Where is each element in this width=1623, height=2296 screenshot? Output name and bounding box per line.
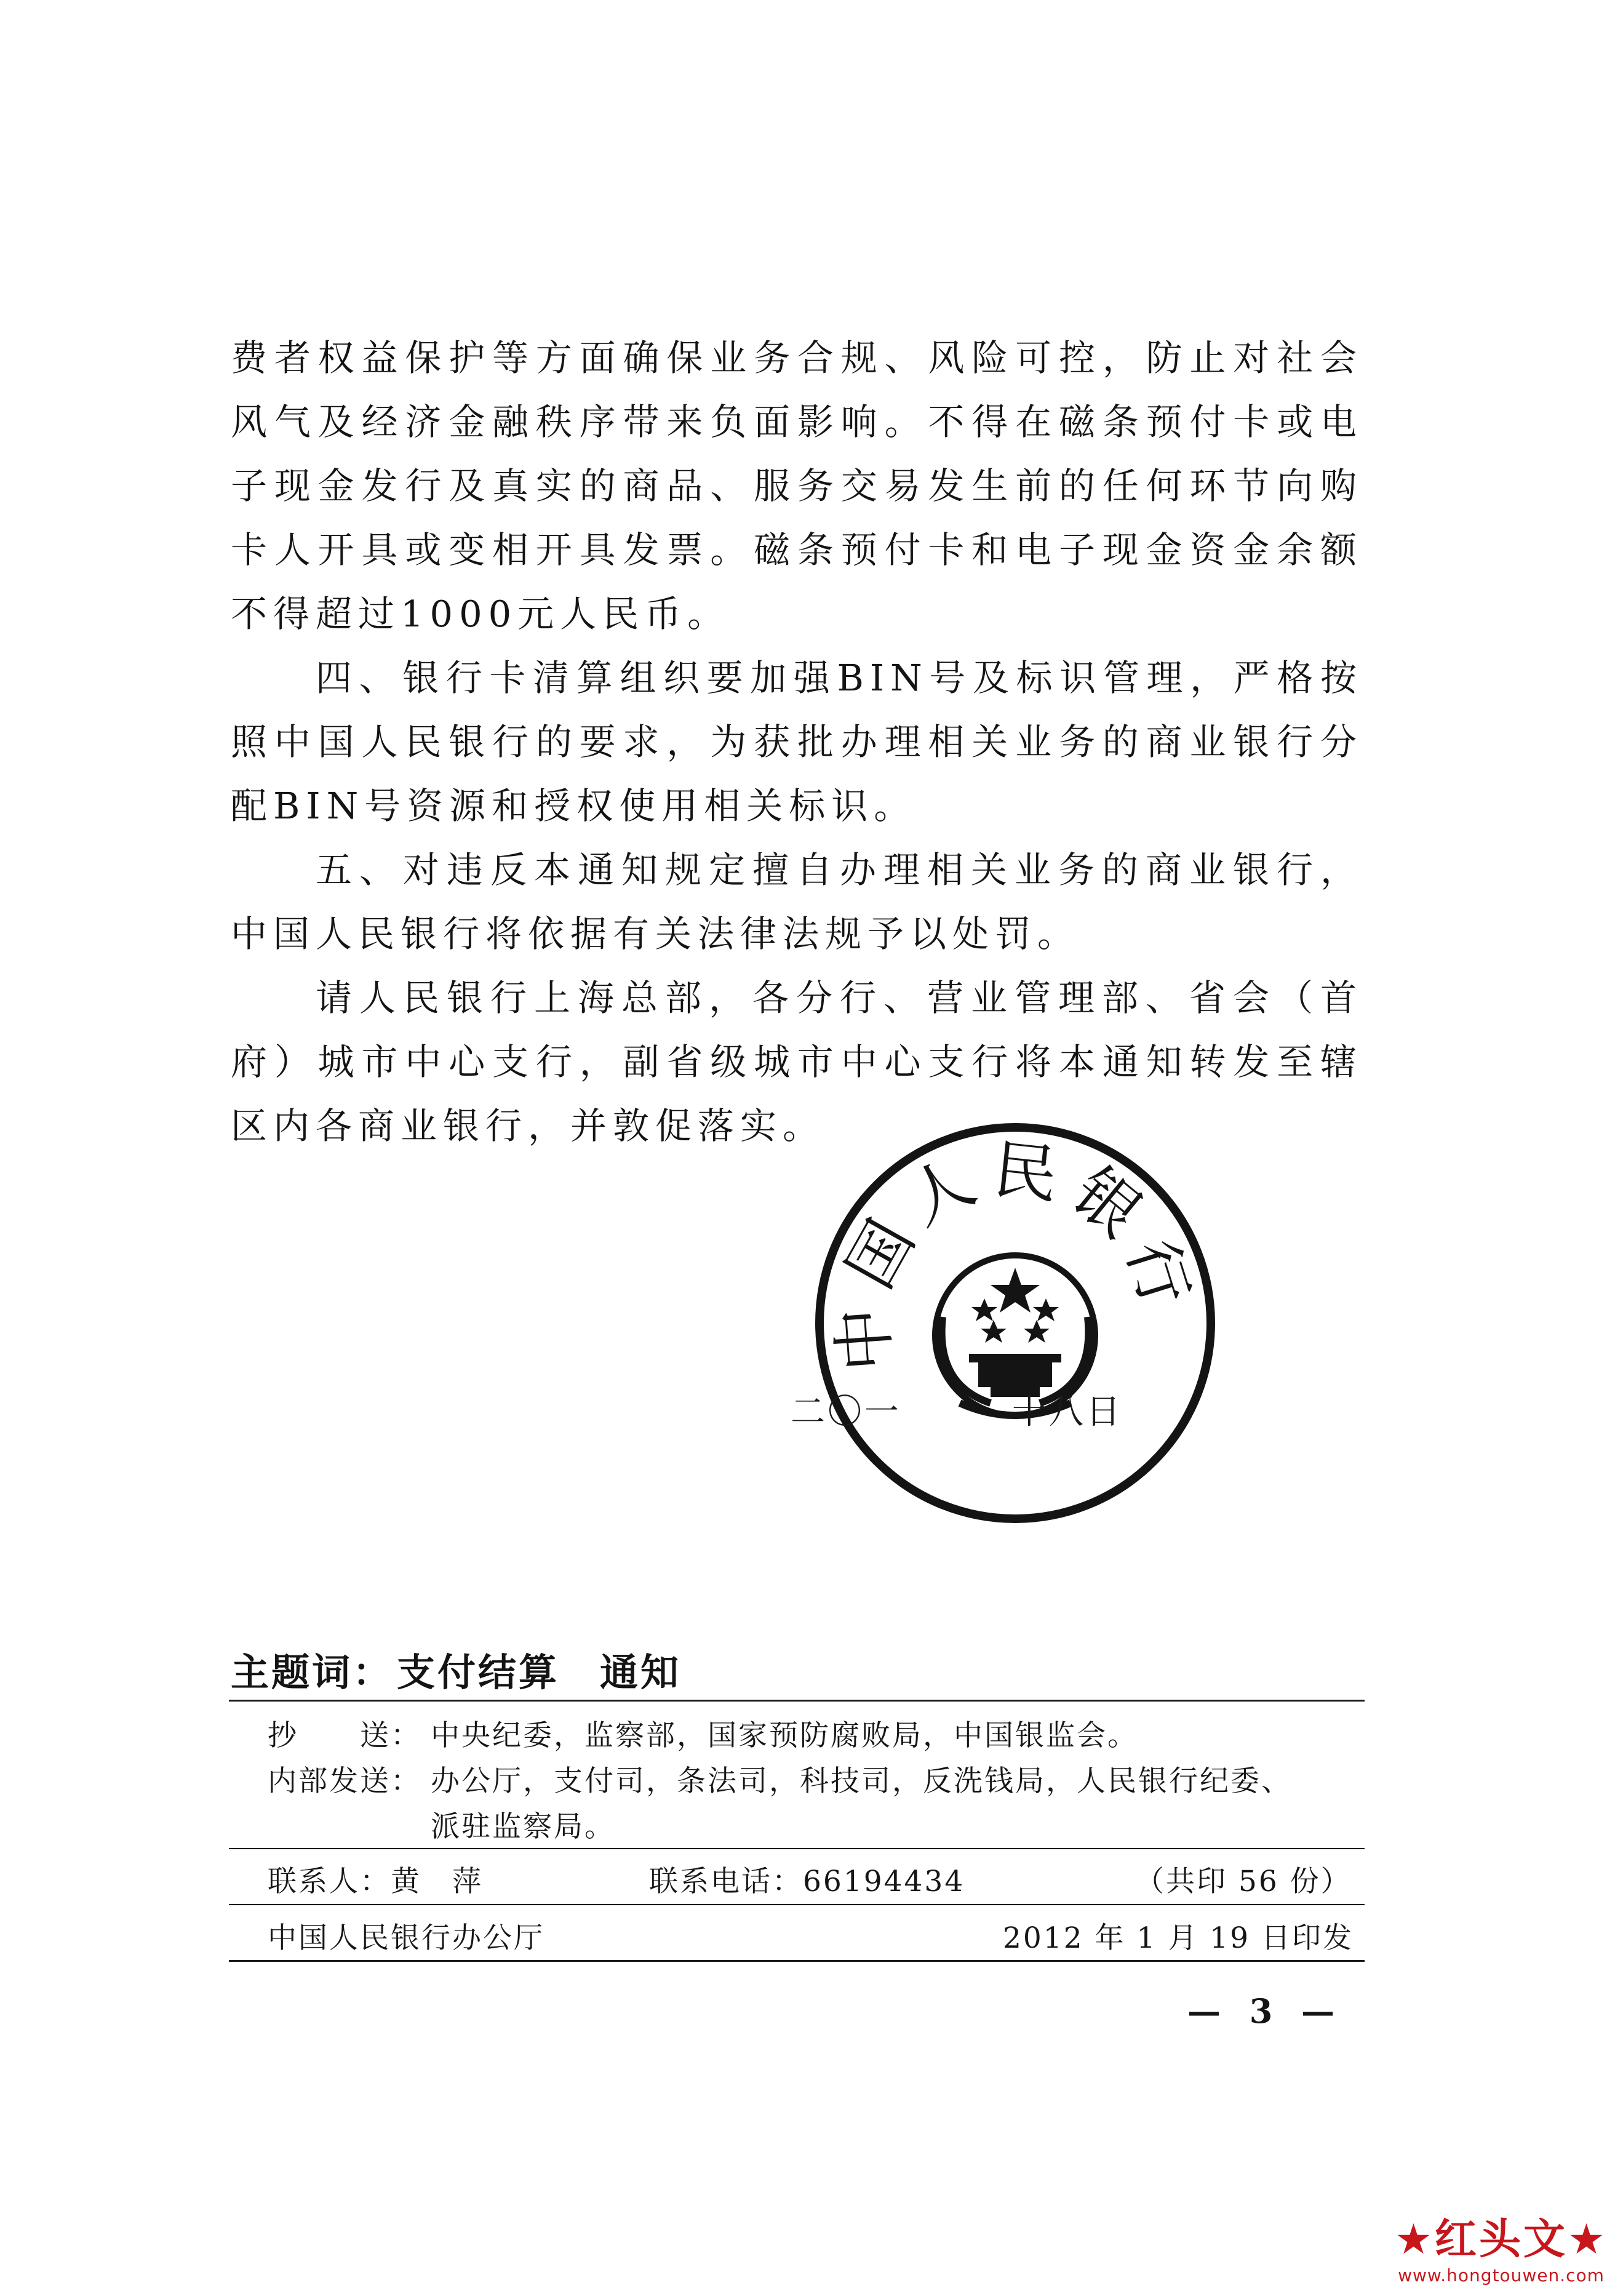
keywords-value: 支付结算 通知 <box>397 1650 682 1695</box>
subject-keywords <box>231 1642 681 1697</box>
seal-text: 中国人民银行 <box>824 1131 1207 1374</box>
issuing-office: 中国人民银行办公厅 <box>268 1921 544 1955</box>
official-seal <box>806 1114 1224 1532</box>
contact-phone-value: 66194434 <box>803 1865 965 1898</box>
signature-date: 二〇一 十八日 <box>791 1392 1123 1432</box>
watermark-url: www.hongtouwen.com <box>1398 2265 1605 2286</box>
star-icon: ★ <box>1568 2215 1608 2264</box>
document-body <box>231 326 1363 1158</box>
watermark <box>1381 2206 1621 2292</box>
body-paragraph: 请人民银行上海总部，各分行、营业管理部、省会（首府）城市中心支行，副省级城市中心支行将本通知转发至辖区内各商业银行，并敦促落实。 <box>231 977 1363 1147</box>
internal-label: 内部发送： <box>268 1764 421 1798</box>
watermark-title-text: 红头文 <box>1434 2215 1568 2264</box>
watermark-title <box>1381 2206 1621 2266</box>
divider <box>229 1904 1365 1905</box>
page-number: — 3 — <box>1187 1991 1344 2031</box>
internal-value: 办公厅，支付司，条法司，科技司，反洗钱局，人民银行纪委、 <box>431 1764 1292 1798</box>
star-icon: ★ <box>1395 2215 1435 2264</box>
divider <box>229 1848 1365 1849</box>
body-paragraph: 四、银行卡清算组织要加强BIN号及标识管理，严格按照中国人民银行的要求，为获批办理相关业务的商业银行分配BIN号资源和授权使用相关标识。 <box>231 657 1363 827</box>
issue-date: 2012 年 1 月 19 日印发 <box>1003 1921 1354 1955</box>
contact-phone-label: 联系电话： <box>649 1865 803 1898</box>
body-paragraph: 五、对违反本通知规定擅自办理相关业务的商业银行，中国人民银行将依据有关法律法规予以处罚。 <box>231 849 1363 955</box>
divider <box>229 1960 1365 1962</box>
contact-person-label: 联系人： <box>268 1865 391 1898</box>
contact-person-value: 黄 萍 <box>391 1865 483 1898</box>
copies-count: （共印 56 份） <box>1135 1865 1352 1898</box>
contact-phone <box>649 1858 965 1900</box>
cc-label: 抄 送： <box>268 1719 421 1753</box>
body-paragraph: 费者权益保护等方面确保业务合规、风险可控，防止对社会风气及经济金融秩序带来负面影响。不得在磁条预付卡或电子现金发行及真实的商品、服务交易发生前的任何环节向购卡人开具或变相开具发票。磁条预付卡和电子现金资金余额不得超过1000元人民币。 <box>231 337 1363 635</box>
contact-person <box>268 1858 483 1900</box>
keywords-label: 主题词： <box>231 1650 394 1695</box>
divider <box>229 1700 1365 1702</box>
cc-value: 中央纪委，监察部，国家预防腐败局，中国银监会。 <box>431 1719 1138 1753</box>
internal-value-continued: 派驻监察局。 <box>431 1810 615 1844</box>
